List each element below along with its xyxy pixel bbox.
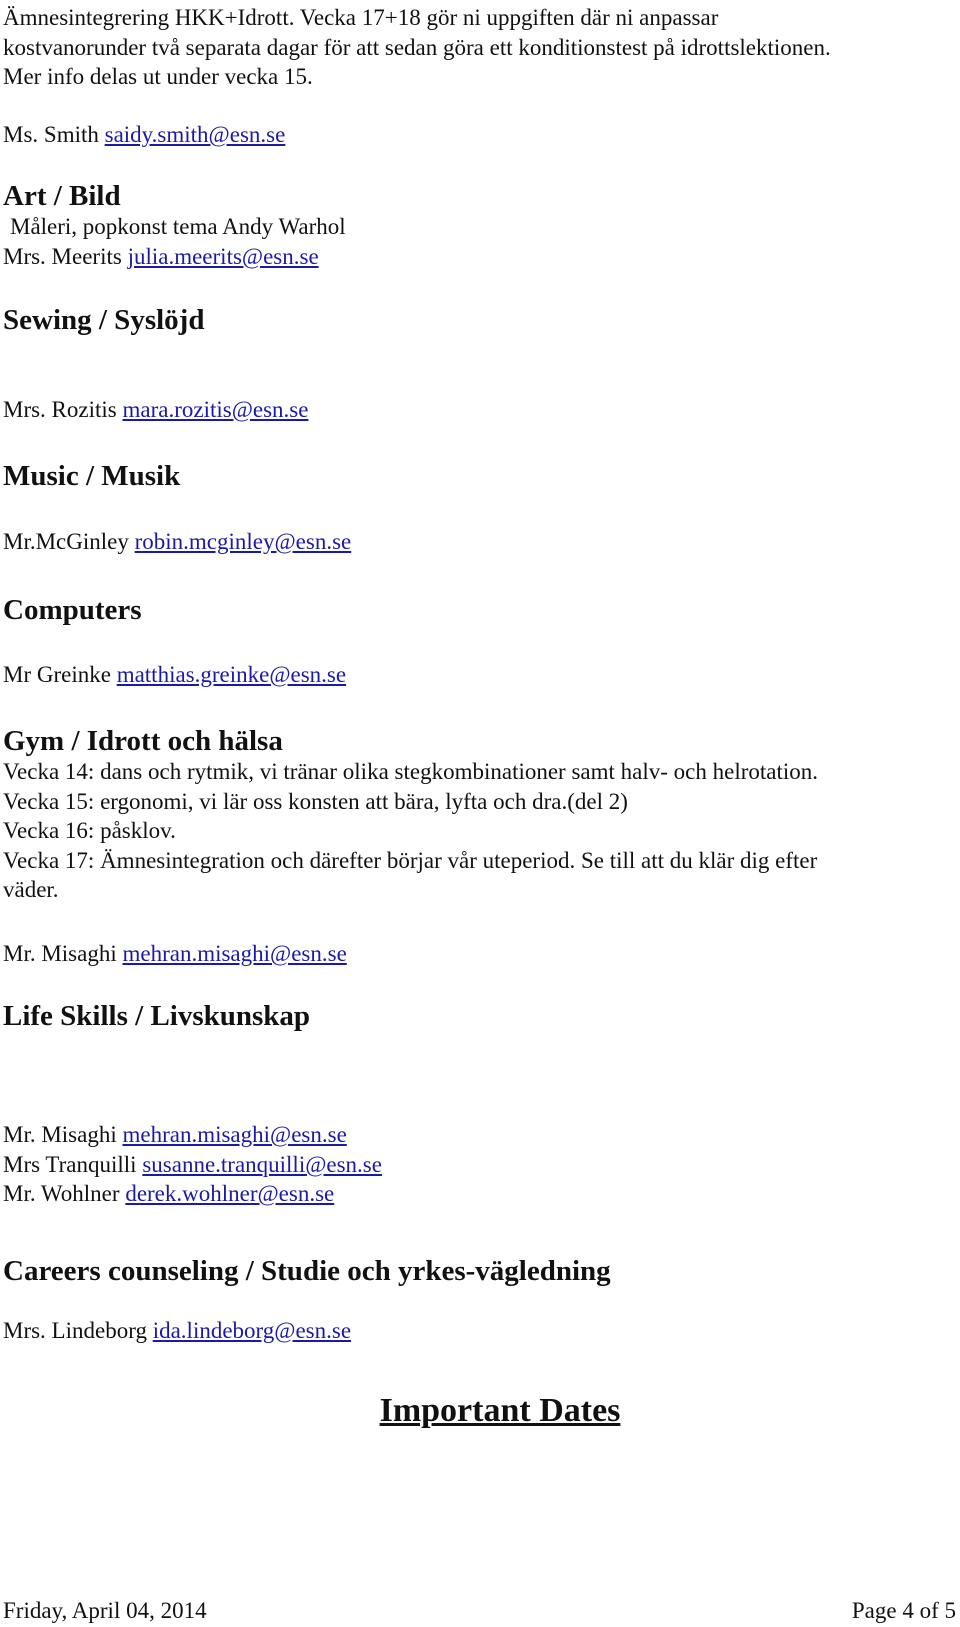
teacher-contact bbox=[3, 939, 347, 969]
teacher-contact bbox=[3, 242, 319, 272]
email-link[interactable]: mehran.misaghi@esn.se bbox=[122, 941, 347, 966]
teacher-contact bbox=[3, 1150, 382, 1180]
email-link[interactable]: susanne.tranquilli@esn.se bbox=[142, 1152, 382, 1177]
email-link[interactable]: julia.meerits@esn.se bbox=[127, 244, 319, 269]
email-link[interactable]: mara.rozitis@esn.se bbox=[122, 397, 309, 422]
email-link[interactable]: saidy.smith@esn.se bbox=[104, 122, 286, 147]
intro-line-3: Mer info delas ut under vecka 15. bbox=[3, 64, 313, 89]
email-link[interactable]: robin.mcginley@esn.se bbox=[134, 529, 352, 554]
footer-date: Friday, April 04, 2014 bbox=[3, 1598, 207, 1623]
teacher-contact bbox=[3, 527, 351, 557]
teacher-name: Mr. Misaghi bbox=[3, 941, 117, 966]
section-heading-gym: Gym / Idrott och hälsa bbox=[3, 725, 283, 757]
gym-week-17: Vecka 17: Ämnesintegration och därefter börjar vår uteperiod. Se till att du klär dig efter bbox=[3, 848, 818, 873]
section-heading-music: Music / Musik bbox=[3, 460, 181, 492]
gym-week-16: Vecka 16: påsklov. bbox=[3, 818, 176, 843]
gym-week-15: Vecka 15: ergonomi, vi lär oss konsten att bära, lyfta och dra.(del 2) bbox=[3, 789, 628, 814]
section-heading-careers: Careers counseling / Studie och yrkes-vägledning bbox=[3, 1255, 611, 1287]
email-link[interactable]: derek.wohlner@esn.se bbox=[125, 1181, 335, 1206]
email-link[interactable]: ida.lindeborg@esn.se bbox=[152, 1318, 352, 1343]
intro-line-2: kostvanorunder två separata dagar för att sedan göra ett konditionstest på idrottslektionen. bbox=[3, 35, 831, 60]
teacher-name: Mr. Wohlner bbox=[3, 1181, 120, 1206]
teacher-contact bbox=[3, 1120, 347, 1150]
teacher-name: Mr Greinke bbox=[3, 662, 111, 687]
section-heading-sewing: Sewing / Syslöjd bbox=[3, 304, 205, 336]
teacher-name: Mrs Tranquilli bbox=[3, 1152, 137, 1177]
email-link[interactable]: mehran.misaghi@esn.se bbox=[122, 1122, 347, 1147]
section-heading-computers: Computers bbox=[3, 594, 142, 626]
email-link[interactable]: matthias.greinke@esn.se bbox=[116, 662, 347, 687]
teacher-contact bbox=[3, 1179, 334, 1209]
gym-week-14: Vecka 14: dans och rytmik, vi tränar olika stegkombinationer samt halv- och helrotation. bbox=[3, 759, 819, 784]
teacher-name: Mrs. Lindeborg bbox=[3, 1318, 147, 1343]
teacher-contact bbox=[3, 1316, 351, 1346]
section-heading-lifeskills: Life Skills / Livskunskap bbox=[3, 1000, 311, 1032]
gym-week-17-cont: väder. bbox=[3, 877, 59, 902]
teacher-name: Mr.McGinley bbox=[3, 529, 129, 554]
teacher-name: Mr. Misaghi bbox=[3, 1122, 117, 1147]
teacher-contact bbox=[3, 395, 308, 425]
teacher-contact bbox=[3, 660, 346, 690]
teacher-name: Mrs. Meerits bbox=[3, 244, 122, 269]
teacher-name: Mrs. Rozitis bbox=[3, 397, 117, 422]
intro-line-1: Ämnesintegrering HKK+Idrott. Vecka 17+18 gör ni uppgiften där ni anpassar bbox=[3, 5, 719, 30]
art-description: Måleri, popkonst tema Andy Warhol bbox=[10, 214, 346, 239]
section-heading-art: Art / Bild bbox=[3, 180, 121, 212]
teacher-contact bbox=[3, 120, 285, 150]
teacher-name: Ms. Smith bbox=[3, 122, 99, 147]
footer-page-number: Page 4 of 5 bbox=[851, 1598, 956, 1623]
important-dates-title: Important Dates bbox=[379, 1392, 621, 1429]
